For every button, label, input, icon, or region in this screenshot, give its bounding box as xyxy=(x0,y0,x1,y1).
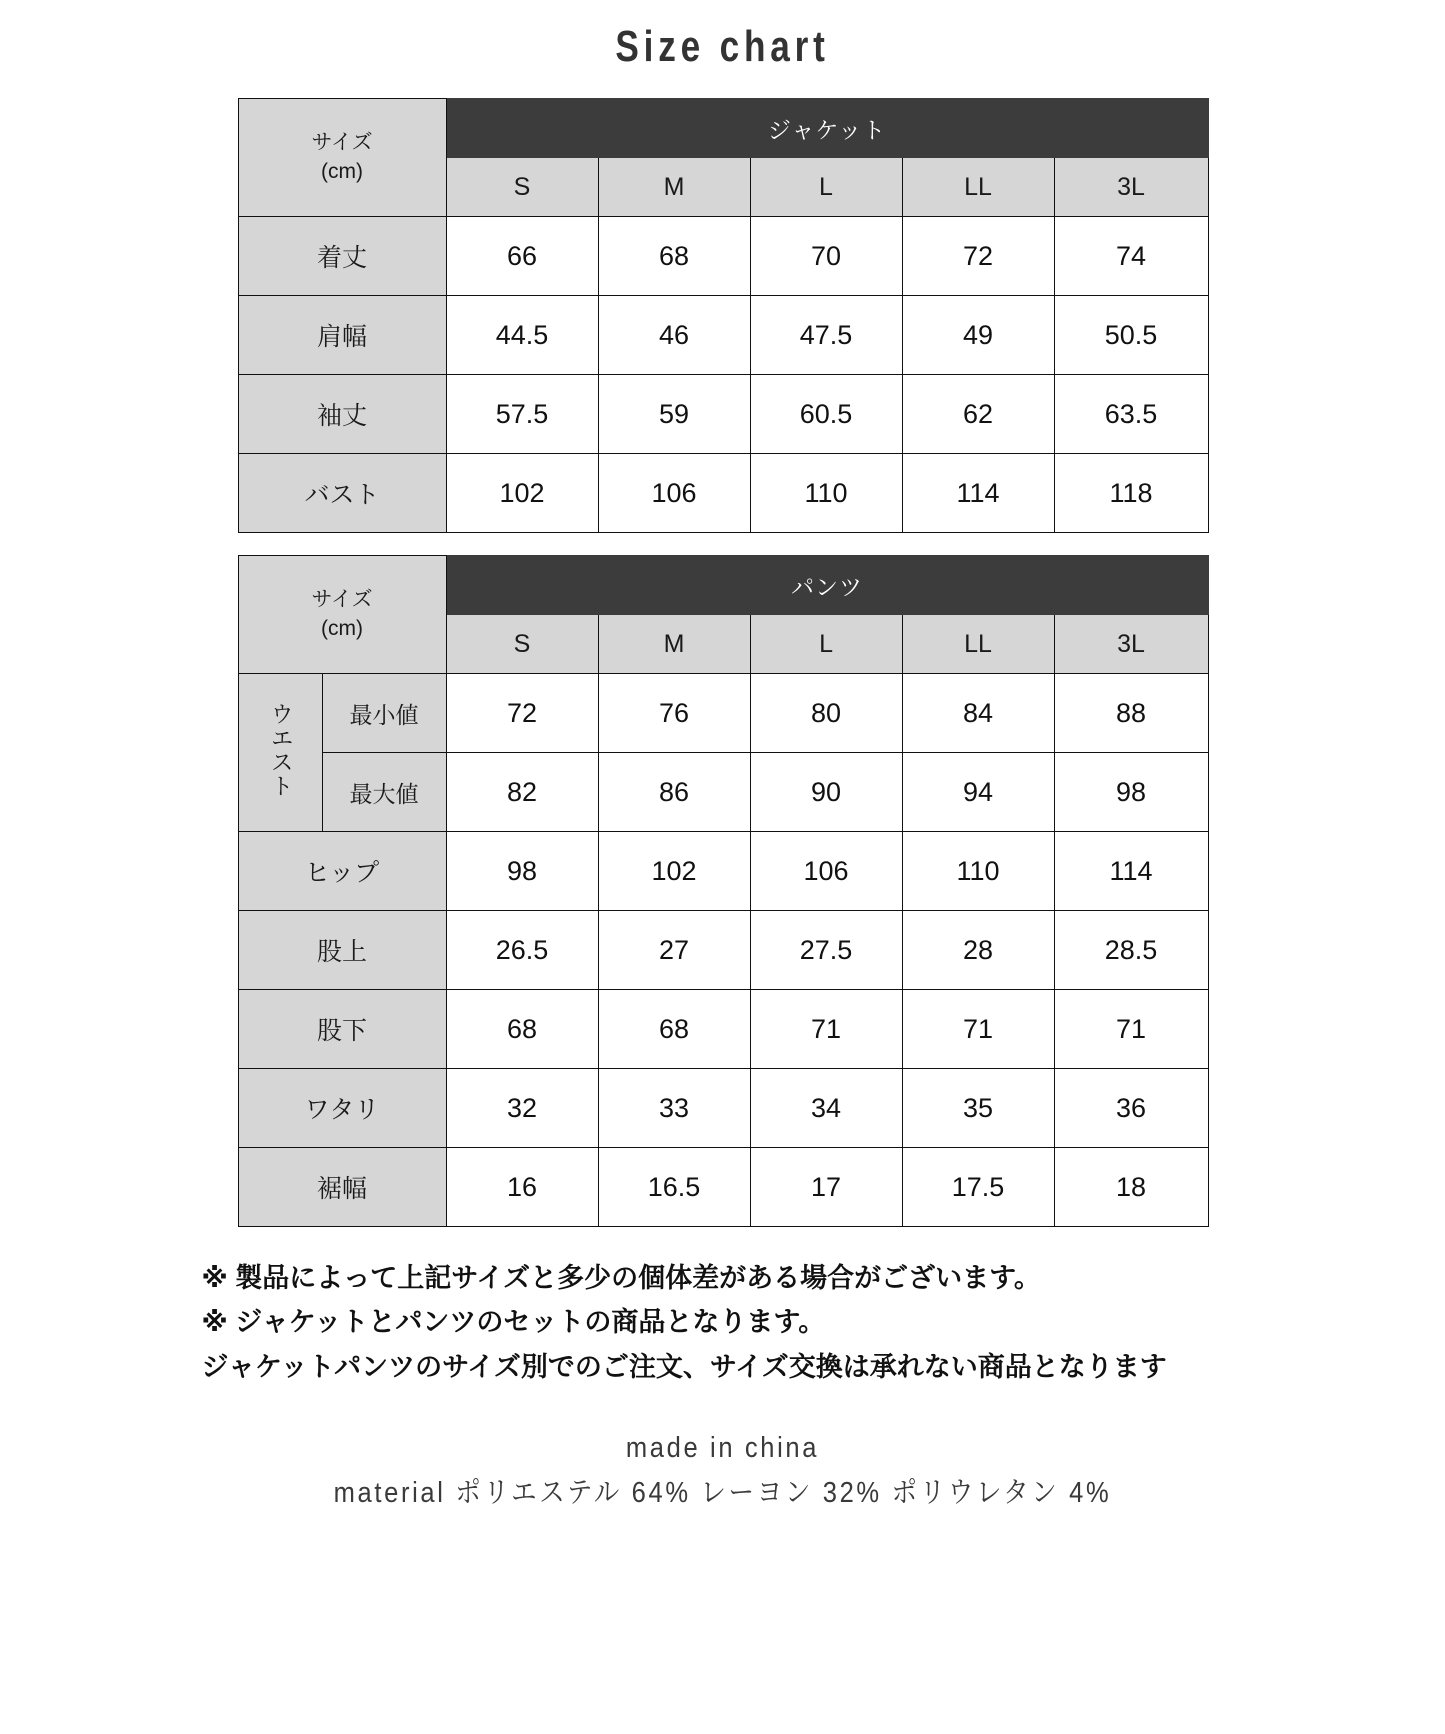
table-row xyxy=(238,1148,1208,1227)
pants-hem-m: 16.5 xyxy=(598,1148,750,1227)
jacket-shoulder-ll: 49 xyxy=(902,296,1054,375)
pants-waist-min-label: 最小値 xyxy=(322,674,446,753)
jacket-shoulder-3l: 50.5 xyxy=(1054,296,1208,375)
pants-hip-s: 98 xyxy=(446,832,598,911)
pants-rise-l: 27.5 xyxy=(750,911,902,990)
corner-size-label: サイズ xyxy=(311,131,373,155)
jacket-row-label-shoulder: 肩幅 xyxy=(238,296,446,375)
table-row xyxy=(238,990,1208,1069)
jacket-size-header-ll: LL xyxy=(902,158,1054,217)
pants-hip-3l: 114 xyxy=(1054,832,1208,911)
pants-rise-3l: 28.5 xyxy=(1054,911,1208,990)
pants-corner-cell xyxy=(238,556,446,674)
pants-row-label-waist xyxy=(238,674,322,832)
pants-band-row xyxy=(238,556,1208,615)
pants-thigh-m: 33 xyxy=(598,1069,750,1148)
jacket-bust-3l: 118 xyxy=(1054,454,1208,533)
jacket-sleeve-ll: 62 xyxy=(902,375,1054,454)
jacket-size-header-3l: 3L xyxy=(1054,158,1208,217)
pants-size-header-3l: 3L xyxy=(1054,615,1208,674)
jacket-bust-l: 110 xyxy=(750,454,902,533)
pants-hip-m: 102 xyxy=(598,832,750,911)
table-row xyxy=(238,832,1208,911)
page-title: Size chart xyxy=(615,22,830,71)
corner-unit-label: (cm) xyxy=(321,159,363,183)
corner-unit-label: (cm) xyxy=(321,616,363,640)
pants-waist-max-ll: 94 xyxy=(902,753,1054,832)
note-set-product: ※ ジャケットとパンツのセットの商品となります。 xyxy=(201,1306,826,1337)
pants-waist-max-m: 86 xyxy=(598,753,750,832)
jacket-length-s: 66 xyxy=(446,217,598,296)
jacket-corner-cell xyxy=(238,99,446,217)
jacket-band-row xyxy=(238,99,1208,158)
pants-waist-min-l: 80 xyxy=(750,674,902,753)
table-row xyxy=(238,674,1208,753)
jacket-shoulder-m: 46 xyxy=(598,296,750,375)
corner-size-label: サイズ xyxy=(311,588,373,612)
pants-rise-ll: 28 xyxy=(902,911,1054,990)
pants-waist-min-3l: 88 xyxy=(1054,674,1208,753)
pants-thigh-ll: 35 xyxy=(902,1069,1054,1148)
jacket-length-3l: 74 xyxy=(1054,217,1208,296)
pants-hem-s: 16 xyxy=(446,1148,598,1227)
pants-waist-max-s: 82 xyxy=(446,753,598,832)
pants-inseam-ll: 71 xyxy=(902,990,1054,1069)
jacket-bust-s: 102 xyxy=(446,454,598,533)
table-row xyxy=(238,753,1208,832)
pants-row-label-hip: ヒップ xyxy=(238,832,446,911)
pants-thigh-l: 34 xyxy=(750,1069,902,1148)
footer-origin: made in china xyxy=(625,1432,820,1465)
pants-inseam-3l: 71 xyxy=(1054,990,1208,1069)
pants-size-header-ll: LL xyxy=(902,615,1054,674)
jacket-table-wrapper xyxy=(238,98,1208,533)
jacket-sleeve-s: 57.5 xyxy=(446,375,598,454)
pants-waist-vertical-text: ウエスト xyxy=(267,702,294,799)
pants-hem-l: 17 xyxy=(750,1148,902,1227)
jacket-bust-m: 106 xyxy=(598,454,750,533)
jacket-size-header-s: S xyxy=(446,158,598,217)
pants-size-header-s: S xyxy=(446,615,598,674)
pants-row-label-hem: 裾幅 xyxy=(238,1148,446,1227)
jacket-length-m: 68 xyxy=(598,217,750,296)
jacket-shoulder-s: 44.5 xyxy=(446,296,598,375)
pants-inseam-m: 68 xyxy=(598,990,750,1069)
pants-waist-min-ll: 84 xyxy=(902,674,1054,753)
pants-hem-ll: 17.5 xyxy=(902,1148,1054,1227)
pants-waist-max-label: 最大値 xyxy=(322,753,446,832)
pants-hem-3l: 18 xyxy=(1054,1148,1208,1227)
pants-table-wrapper xyxy=(238,555,1208,1227)
jacket-band-label: ジャケット xyxy=(446,99,1208,158)
pants-rise-s: 26.5 xyxy=(446,911,598,990)
jacket-bust-ll: 114 xyxy=(902,454,1054,533)
pants-row-label-thigh: ワタリ xyxy=(238,1069,446,1148)
pants-size-header-l: L xyxy=(750,615,902,674)
jacket-size-header-l: L xyxy=(750,158,902,217)
jacket-row-label-length: 着丈 xyxy=(238,217,446,296)
pants-hip-ll: 110 xyxy=(902,832,1054,911)
pants-rise-m: 27 xyxy=(598,911,750,990)
jacket-size-header-m: M xyxy=(598,158,750,217)
table-row xyxy=(238,454,1208,533)
footer-section xyxy=(0,1426,1445,1516)
notes-section xyxy=(178,1257,1268,1390)
table-row xyxy=(238,296,1208,375)
pants-inseam-s: 68 xyxy=(446,990,598,1069)
table-row xyxy=(238,375,1208,454)
jacket-row-label-bust: バスト xyxy=(238,454,446,533)
pants-hip-l: 106 xyxy=(750,832,902,911)
pants-band-label: パンツ xyxy=(446,556,1208,615)
pants-waist-max-l: 90 xyxy=(750,753,902,832)
pants-waist-min-s: 72 xyxy=(446,674,598,753)
jacket-shoulder-l: 47.5 xyxy=(750,296,902,375)
table-row xyxy=(238,911,1208,990)
table-row xyxy=(238,1069,1208,1148)
pants-size-header-m: M xyxy=(598,615,750,674)
pants-thigh-s: 32 xyxy=(446,1069,598,1148)
jacket-size-table xyxy=(238,98,1209,533)
pants-inseam-l: 71 xyxy=(750,990,902,1069)
pants-thigh-3l: 36 xyxy=(1054,1069,1208,1148)
note-no-separate-sizes: ジャケットパンツのサイズ別でのご注文、サイズ交換は承れない商品となります xyxy=(201,1352,1167,1383)
pants-waist-min-m: 76 xyxy=(598,674,750,753)
jacket-sleeve-m: 59 xyxy=(598,375,750,454)
jacket-sleeve-l: 60.5 xyxy=(750,375,902,454)
jacket-row-label-sleeve: 袖丈 xyxy=(238,375,446,454)
jacket-length-l: 70 xyxy=(750,217,902,296)
table-row xyxy=(238,217,1208,296)
pants-size-table xyxy=(238,555,1209,1227)
pants-row-label-rise: 股上 xyxy=(238,911,446,990)
jacket-sleeve-3l: 63.5 xyxy=(1054,375,1208,454)
pants-row-label-inseam: 股下 xyxy=(238,990,446,1069)
footer-material: material ポリエステル 64% レーヨン 32% ポリウレタン 4% xyxy=(333,1477,1112,1510)
note-variance: ※ 製品によって上記サイズと多少の個体差がある場合がございます。 xyxy=(201,1263,1041,1293)
jacket-length-ll: 72 xyxy=(902,217,1054,296)
pants-waist-max-3l: 98 xyxy=(1054,753,1208,832)
